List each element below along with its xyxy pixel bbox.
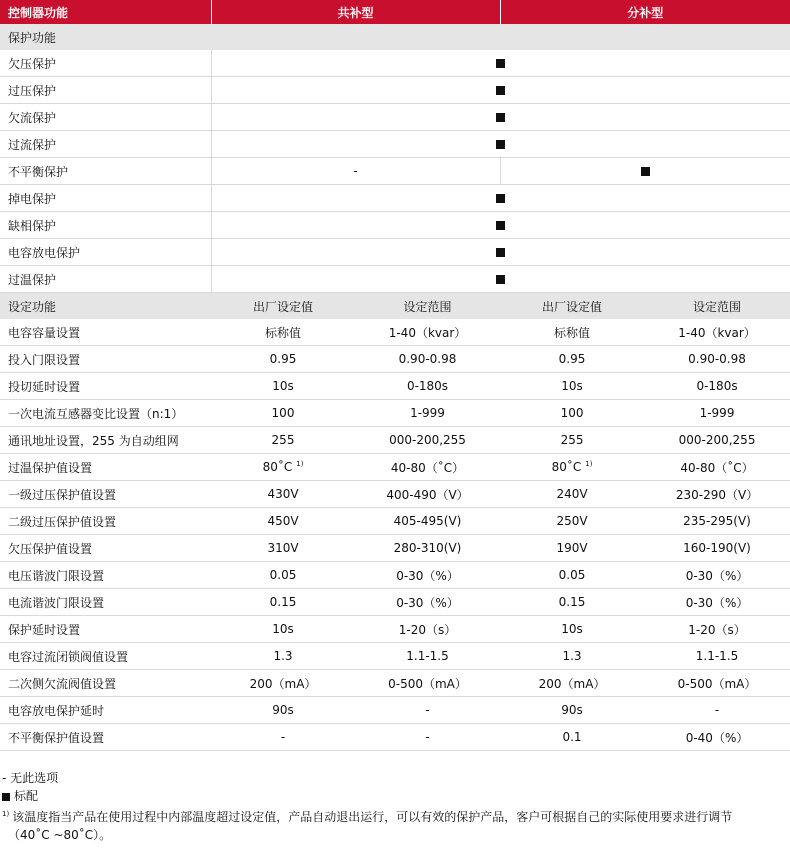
protection-common-cell [211, 158, 500, 185]
setting-common-range-cell [355, 535, 500, 562]
setting-common-default-cell [211, 724, 355, 751]
setting-split-range: 0-500（mA） [677, 676, 757, 691]
setting-name: 通讯地址设置，255 为自动组网 [0, 427, 211, 454]
setting-common-default: 200（mA） [249, 676, 317, 691]
filled-square-icon [2, 793, 10, 801]
setting-split-default-cell [500, 643, 644, 670]
setting-name: 电容容量设置 [0, 319, 211, 346]
setting-common-range: 1.1-1.5 [406, 649, 449, 663]
setting-split-default-cell [500, 373, 644, 400]
setting-split-range: 0-180s [696, 379, 738, 393]
setting-split-default: 0.15 [558, 595, 586, 609]
setting-split-default: 标称值 [554, 325, 591, 340]
setting-split-range-cell [644, 373, 790, 400]
protection-row [0, 158, 790, 185]
setting-split-default-cell [500, 508, 644, 535]
protection-mark-cell [211, 185, 790, 212]
settings-col-common-range: 设定范围 [355, 293, 500, 320]
settings-section-header [0, 293, 790, 320]
setting-common-range-cell [355, 670, 500, 697]
protection-mark-cell [211, 104, 790, 131]
setting-split-default-cell [500, 589, 644, 616]
setting-common-default: 1.3 [273, 649, 293, 663]
setting-split-default: 0.05 [558, 568, 586, 582]
setting-common-range-cell [355, 319, 500, 346]
setting-split-default-cell [500, 724, 644, 751]
protection-row [0, 185, 790, 212]
setting-common-range-cell [355, 643, 500, 670]
setting-split-default: 10s [561, 379, 583, 393]
setting-split-range: 1-20（s） [688, 622, 746, 637]
setting-common-range-cell [355, 481, 500, 508]
setting-common-range: 1-40（kvar） [388, 325, 467, 340]
setting-split-range: 230-290（V） [675, 487, 759, 502]
protection-section-header [0, 24, 790, 50]
setting-common-default-cell [211, 562, 355, 589]
setting-common-default: 0.95 [269, 352, 297, 366]
setting-split-range-cell [644, 643, 790, 670]
protection-row [0, 50, 790, 77]
setting-split-default-cell [500, 319, 644, 346]
setting-split-range: 1.1-1.5 [695, 649, 739, 663]
setting-split-range: 000-200,255 [678, 433, 756, 447]
setting-split-range-cell [644, 508, 790, 535]
setting-split-default: 80˚C [551, 460, 582, 474]
setting-name: 二次侧欠流阀值设置 [0, 670, 211, 697]
setting-common-range-cell [355, 427, 500, 454]
protection-name: 过流保护 [0, 131, 211, 158]
protection-row [0, 104, 790, 131]
setting-name: 不平衡保护值设置 [0, 724, 211, 751]
filled-square-icon [496, 194, 505, 203]
setting-common-default: 430V [267, 487, 299, 501]
note-none-option: - 无此选项 [2, 771, 59, 785]
setting-split-range-cell [644, 589, 790, 616]
setting-common-default-cell [211, 589, 355, 616]
setting-split-default: 0.1 [562, 730, 582, 744]
setting-common-default-cell [211, 481, 355, 508]
setting-common-default: 450V [267, 514, 299, 528]
setting-common-range: 1-999 [410, 406, 445, 420]
setting-common-default-cell [211, 427, 355, 454]
header-split-type: 分补型 [500, 0, 790, 24]
setting-split-default: 250V [556, 514, 588, 528]
setting-split-default-cell [500, 535, 644, 562]
settings-row [0, 346, 790, 373]
setting-common-range: 0-30（%） [396, 595, 459, 610]
setting-common-default-cell [211, 670, 355, 697]
setting-common-default: 100 [271, 406, 295, 420]
protection-mark-cell [211, 239, 790, 266]
setting-split-range-cell [644, 562, 790, 589]
footnote-marker: 1) [2, 810, 10, 818]
setting-split-default-cell [500, 400, 644, 427]
protection-section-title: 保护功能 [0, 24, 790, 50]
protection-row [0, 212, 790, 239]
setting-split-range: - [714, 703, 720, 717]
setting-common-default-cell [211, 346, 355, 373]
settings-row [0, 724, 790, 751]
setting-split-range: 160-190(V) [683, 541, 751, 555]
protection-row [0, 131, 790, 158]
setting-name: 一级过压保护值设置 [0, 481, 211, 508]
setting-name: 电压谐波门限设置 [0, 562, 211, 589]
setting-common-range: 0-30（%） [396, 568, 459, 583]
setting-common-default-cell [211, 616, 355, 643]
setting-common-range-cell [355, 616, 500, 643]
protection-name: 电容放电保护 [0, 239, 211, 266]
setting-split-range: 40-80（˚C） [680, 460, 754, 475]
setting-split-range: 0-30（%） [685, 568, 749, 583]
setting-split-range-cell [644, 697, 790, 724]
setting-split-range: 1-40（kvar） [678, 325, 756, 340]
protection-name: 不平衡保护 [0, 158, 211, 185]
setting-split-range-cell [644, 724, 790, 751]
setting-common-default-cell [211, 319, 355, 346]
setting-common-range: - [425, 703, 430, 717]
footnote-text-cont: （40˚C ~80˚C）。 [8, 828, 112, 842]
setting-common-range: 280-310(V) [393, 541, 462, 555]
setting-split-default-cell [500, 427, 644, 454]
setting-split-range: 235-295(V) [683, 514, 751, 528]
setting-name: 电流谐波门限设置 [0, 589, 211, 616]
header-common-type: 共补型 [211, 0, 500, 24]
notes [0, 769, 790, 844]
protection-mark-cell [211, 77, 790, 104]
setting-split-default: 200（mA） [538, 676, 606, 691]
protection-name: 过压保护 [0, 77, 211, 104]
setting-common-range-cell [355, 697, 500, 724]
setting-common-default: 80˚C [262, 460, 293, 474]
setting-common-range: 400-490（V） [386, 487, 469, 502]
settings-col-common-default: 出厂设定值 [211, 293, 355, 320]
setting-common-range-cell [355, 400, 500, 427]
settings-row [0, 427, 790, 454]
setting-split-default: 10s [561, 622, 583, 636]
setting-common-default: 标称值 [264, 325, 301, 340]
settings-row [0, 454, 790, 481]
settings-row [0, 319, 790, 346]
filled-square-icon [496, 221, 505, 230]
protection-mark-cell [211, 50, 790, 77]
setting-name: 投切延时设置 [0, 373, 211, 400]
protection-name: 缺相保护 [0, 212, 211, 239]
setting-split-range-cell [644, 400, 790, 427]
setting-name: 二级过压保护值设置 [0, 508, 211, 535]
settings-section-title: 设定功能 [0, 293, 211, 320]
setting-common-range-cell [355, 508, 500, 535]
filled-square-icon [496, 248, 505, 257]
setting-split-default: 1.3 [562, 649, 582, 663]
setting-name: 投入门限设置 [0, 346, 211, 373]
setting-split-default-cell [500, 670, 644, 697]
setting-common-range: 405-495(V) [393, 514, 462, 528]
settings-col-split-range: 设定范围 [644, 293, 790, 320]
setting-common-default-cell [211, 373, 355, 400]
setting-common-default-cell [211, 643, 355, 670]
settings-row [0, 400, 790, 427]
setting-split-default: 255 [560, 433, 584, 447]
setting-common-range-cell [355, 724, 500, 751]
settings-row [0, 589, 790, 616]
setting-name: 保护延时设置 [0, 616, 211, 643]
setting-split-range-cell [644, 481, 790, 508]
setting-split-default-cell [500, 697, 644, 724]
protection-row [0, 266, 790, 293]
setting-common-default: 255 [271, 433, 295, 447]
note-standard-label: 标配 [14, 789, 39, 803]
setting-common-range: - [425, 730, 430, 744]
setting-common-range-cell [355, 589, 500, 616]
setting-common-default-cell [211, 454, 355, 481]
setting-split-default-cell [500, 454, 644, 481]
setting-split-range-cell [644, 454, 790, 481]
settings-col-split-default: 出厂设定值 [500, 293, 644, 320]
settings-row [0, 670, 790, 697]
setting-split-default-cell [500, 562, 644, 589]
settings-row [0, 643, 790, 670]
setting-common-default: - [280, 730, 286, 744]
setting-split-range-cell [644, 427, 790, 454]
setting-split-default: 100 [560, 406, 584, 420]
setting-split-range: 0-40（%） [685, 730, 749, 745]
setting-name: 一次电流互感器变比设置（n:1） [0, 400, 211, 427]
setting-split-default-cell [500, 346, 644, 373]
setting-split-range-cell [644, 616, 790, 643]
setting-split-default-cell [500, 616, 644, 643]
setting-common-default: 10s [272, 622, 294, 636]
protection-name: 掉电保护 [0, 185, 211, 212]
setting-common-default: 0.15 [269, 595, 297, 609]
note-standard [2, 787, 790, 805]
filled-square-icon [496, 86, 505, 95]
setting-common-range-cell [355, 373, 500, 400]
setting-common-default-cell [211, 508, 355, 535]
footnote-ref: 1) [296, 460, 304, 468]
setting-split-range-cell [644, 670, 790, 697]
setting-common-range: 0-180s [406, 379, 449, 393]
setting-common-range: 000-200,255 [389, 433, 466, 447]
setting-name: 过温保护值设置 [0, 454, 211, 481]
setting-split-range-cell [644, 319, 790, 346]
setting-common-range-cell [355, 346, 500, 373]
setting-common-default: 90s [272, 703, 294, 717]
setting-common-range: 1-20（s） [398, 622, 457, 637]
settings-row [0, 508, 790, 535]
filled-square-icon [641, 167, 650, 176]
protection-row [0, 239, 790, 266]
setting-split-default: 0.95 [558, 352, 586, 366]
setting-split-default-cell [500, 481, 644, 508]
setting-split-default: 240V [556, 487, 588, 501]
protection-mark-cell [211, 266, 790, 293]
filled-square-icon [496, 275, 505, 284]
settings-row [0, 535, 790, 562]
setting-common-range-cell [355, 454, 500, 481]
setting-name: 电容放电保护延时 [0, 697, 211, 724]
setting-name: 欠压保护值设置 [0, 535, 211, 562]
setting-common-range: 0-500（mA） [388, 676, 467, 691]
settings-row [0, 697, 790, 724]
filled-square-icon [496, 59, 505, 68]
setting-common-default: 0.05 [269, 568, 297, 582]
setting-common-default: 310V [267, 541, 299, 555]
footnote-ref: 1) [585, 460, 593, 468]
setting-common-default: 10s [272, 379, 294, 393]
setting-split-default: 90s [561, 703, 583, 717]
setting-common-range: 40-80（˚C） [390, 460, 465, 475]
footnote-text: 该温度指当产品在使用过程中内部温度超过设定值，产品自动退出运行，可以有效的保护产品，客户可根据自己的实际使用要求进行调节 [12, 810, 733, 824]
setting-split-default: 190V [556, 541, 588, 555]
table-header [0, 0, 790, 24]
setting-split-range-cell [644, 535, 790, 562]
setting-split-range: 0.90-0.98 [688, 352, 746, 366]
note-footnote [2, 805, 790, 826]
settings-row [0, 562, 790, 589]
setting-split-range: 0-30（%） [685, 595, 749, 610]
setting-common-default-cell [211, 400, 355, 427]
setting-split-range-cell [644, 346, 790, 373]
setting-common-default-cell [211, 535, 355, 562]
protection-name: 欠压保护 [0, 50, 211, 77]
protection-row [0, 77, 790, 104]
setting-split-range: 1-999 [699, 406, 735, 420]
protection-mark-cell [211, 212, 790, 239]
settings-row [0, 481, 790, 508]
protection-name: 欠流保护 [0, 104, 211, 131]
setting-common-range-cell [355, 562, 500, 589]
settings-row [0, 373, 790, 400]
protection-common-value: - [353, 164, 358, 178]
settings-row [0, 616, 790, 643]
protection-mark-cell [211, 131, 790, 158]
protection-split-cell [500, 158, 790, 185]
setting-name: 电容过流闭锁阀值设置 [0, 643, 211, 670]
setting-common-range: 0.90-0.98 [398, 352, 457, 366]
filled-square-icon [496, 140, 505, 149]
header-function: 控制器功能 [0, 0, 211, 24]
setting-common-default-cell [211, 697, 355, 724]
filled-square-icon [496, 113, 505, 122]
protection-name: 过温保护 [0, 266, 211, 293]
